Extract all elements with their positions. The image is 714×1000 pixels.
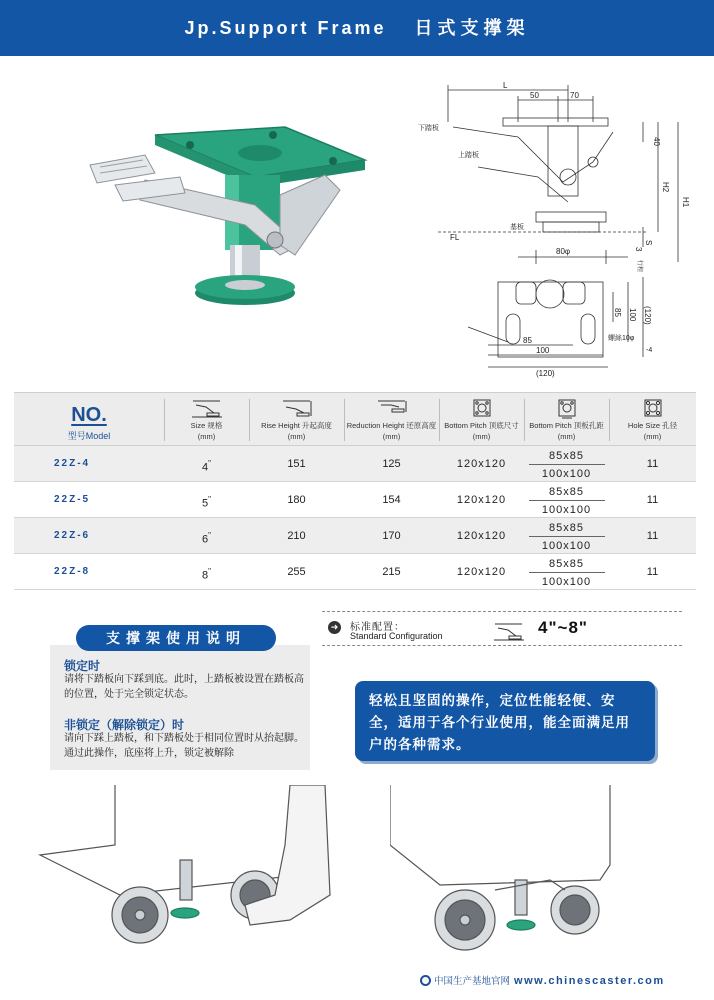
- instructions-title: 支撑架使用说明: [76, 625, 276, 651]
- standard-range: 4"~8": [538, 618, 588, 637]
- dim-70: 70: [570, 91, 579, 100]
- cell-pitch: 120x120: [456, 566, 507, 578]
- cell-hole-pitch: 85x85 100x100: [524, 518, 609, 554]
- cell-reduction: 125: [382, 458, 401, 470]
- dim-50: 50: [530, 91, 539, 100]
- cell-pitch: 120x120: [456, 458, 507, 470]
- lock-text: 请将下踏板向下踩到底。此时，上踏板被设置在踏板高的位置，处于完全锁定状态。: [64, 674, 304, 700]
- instructions-box: [50, 645, 310, 770]
- standard-label-en: Standard Configuration: [350, 631, 443, 641]
- product-photo: [85, 115, 375, 330]
- lock-heading: 锁定时: [64, 659, 101, 673]
- cell-model: 22Z-8: [54, 566, 91, 577]
- header-size: [164, 393, 249, 447]
- label-hole: 螺絲10φ: [608, 335, 635, 342]
- title-cn: 日式支撑架: [414, 18, 530, 38]
- logo-icon: [420, 975, 431, 986]
- label-4: -4: [646, 347, 653, 354]
- dim-h1: H1: [681, 197, 690, 208]
- cell-hole: 11: [646, 566, 659, 578]
- header-hole-pitch-label: Bottom Pitch 顶板孔距: [529, 421, 604, 430]
- cell-size: 5": [202, 495, 211, 510]
- header-rise: [249, 393, 344, 447]
- header-reduction-unit: (mm): [382, 432, 401, 441]
- page-title: [0, 14, 714, 40]
- cell-rise: 180: [287, 494, 306, 506]
- dim-120v: (120): [643, 306, 652, 325]
- dim-80: 80φ: [556, 247, 571, 256]
- header-bottom-pitch: [439, 393, 524, 447]
- unlock-heading: 非锁定（解除锁定）时: [64, 718, 185, 732]
- lock-scene-illustration: [30, 785, 350, 965]
- cell-model: 22Z-5: [54, 494, 91, 505]
- table-row: [14, 554, 696, 590]
- cell-reduction: 154: [382, 494, 401, 506]
- cell-rise: 255: [287, 566, 306, 578]
- dim-120h: (120): [536, 369, 555, 378]
- dim-3: 3: [634, 247, 643, 252]
- label-base: 基板: [510, 224, 524, 231]
- header-model-label: 型号Model: [67, 431, 111, 441]
- divider: [322, 645, 682, 646]
- hole-pitch-icon: [556, 397, 578, 419]
- header-reduction: [344, 393, 439, 447]
- cell-hole-pitch: 85x85 100x100: [524, 482, 609, 518]
- dim-100h: 100: [536, 346, 550, 355]
- table-header: [14, 392, 696, 446]
- footer-site-name: 中国生产基地官网: [434, 976, 511, 987]
- cell-reduction: 170: [382, 530, 401, 542]
- header-size-unit: (mm): [197, 432, 216, 441]
- header-hole-size: [609, 393, 696, 447]
- label-stroke: 行程: [636, 260, 642, 273]
- header-hole-size-unit: (mm): [643, 432, 662, 441]
- dim-40: 40: [652, 137, 661, 146]
- cell-size: 6": [202, 531, 211, 546]
- cell-rise: 210: [287, 530, 306, 542]
- divider: [322, 611, 682, 612]
- header-hole-pitch-unit: (mm): [557, 432, 576, 441]
- header-size-label: Size 规格: [190, 421, 223, 430]
- footer-url[interactable]: www.chinescaster.com: [514, 975, 665, 987]
- header-rise-unit: (mm): [287, 432, 306, 441]
- cell-hole-pitch: 85x85 100x100: [524, 554, 609, 590]
- feature-box: 轻松且坚固的操作，定位性能轻便、安全，适用于各个行业使用，能全面满足用户的各种需求。: [355, 681, 655, 761]
- unlock-scene-illustration: [390, 785, 690, 965]
- header-bottom-pitch-label: Bottom Pitch 顶底尺寸: [444, 421, 519, 430]
- table-row: [14, 518, 696, 554]
- arrow-right-icon: ➜: [328, 621, 341, 634]
- dim-l: L: [503, 82, 508, 90]
- table-row: [14, 446, 696, 482]
- dim-s: S: [644, 240, 653, 246]
- dim-fl: FL: [450, 233, 460, 242]
- cell-model: 22Z-4: [54, 458, 91, 469]
- cell-rise: 151: [287, 458, 306, 470]
- header-model: [14, 393, 164, 447]
- title-en: Jp.Support Frame: [184, 18, 387, 38]
- dim-85h: 85: [523, 336, 532, 345]
- dim-h2: H2: [661, 182, 670, 193]
- standard-label-cn: 标准配置：: [350, 622, 405, 633]
- dim-85v: 85: [613, 308, 622, 317]
- rise-height-icon: [280, 397, 314, 419]
- header-rise-label: Rise Height 升起高度: [261, 421, 332, 430]
- cell-pitch: 120x120: [456, 494, 507, 506]
- cell-size: 8": [202, 567, 211, 582]
- cell-hole: 11: [646, 530, 659, 542]
- cell-model: 22Z-6: [54, 530, 91, 541]
- cell-reduction: 215: [382, 566, 401, 578]
- cell-size: 4": [202, 459, 211, 474]
- hole-size-icon: [642, 397, 664, 419]
- header-hole-pitch: [524, 393, 609, 447]
- size-icon: [190, 397, 224, 419]
- header-no: NO.: [71, 404, 107, 426]
- spec-table: [14, 392, 696, 590]
- header-hole-size-label: Hole Size 孔径: [627, 421, 678, 430]
- cell-hole-pitch: 85x85 100x100: [524, 446, 609, 482]
- footer: [420, 973, 665, 987]
- dim-100v: 100: [628, 308, 637, 322]
- technical-drawing: [418, 82, 708, 382]
- support-frame-icon: [492, 620, 526, 642]
- unlock-text: 请向下踩上踏板，和下踏板处于相同位置时从抬起脚。通过此操作，底座将上升，锁定被解除: [64, 733, 304, 759]
- reduction-height-icon: [375, 397, 409, 419]
- bottom-pitch-icon: [471, 397, 493, 419]
- label-upper-pedal: 上踏板: [458, 152, 479, 159]
- cell-hole: 11: [646, 458, 659, 470]
- label-lower-pedal: 下踏板: [418, 125, 439, 132]
- cell-hole: 11: [646, 494, 659, 506]
- header-bottom-pitch-unit: (mm): [472, 432, 491, 441]
- cell-pitch: 120x120: [456, 530, 507, 542]
- table-row: [14, 482, 696, 518]
- header-reduction-label: Reduction Height 还原高度: [346, 421, 437, 430]
